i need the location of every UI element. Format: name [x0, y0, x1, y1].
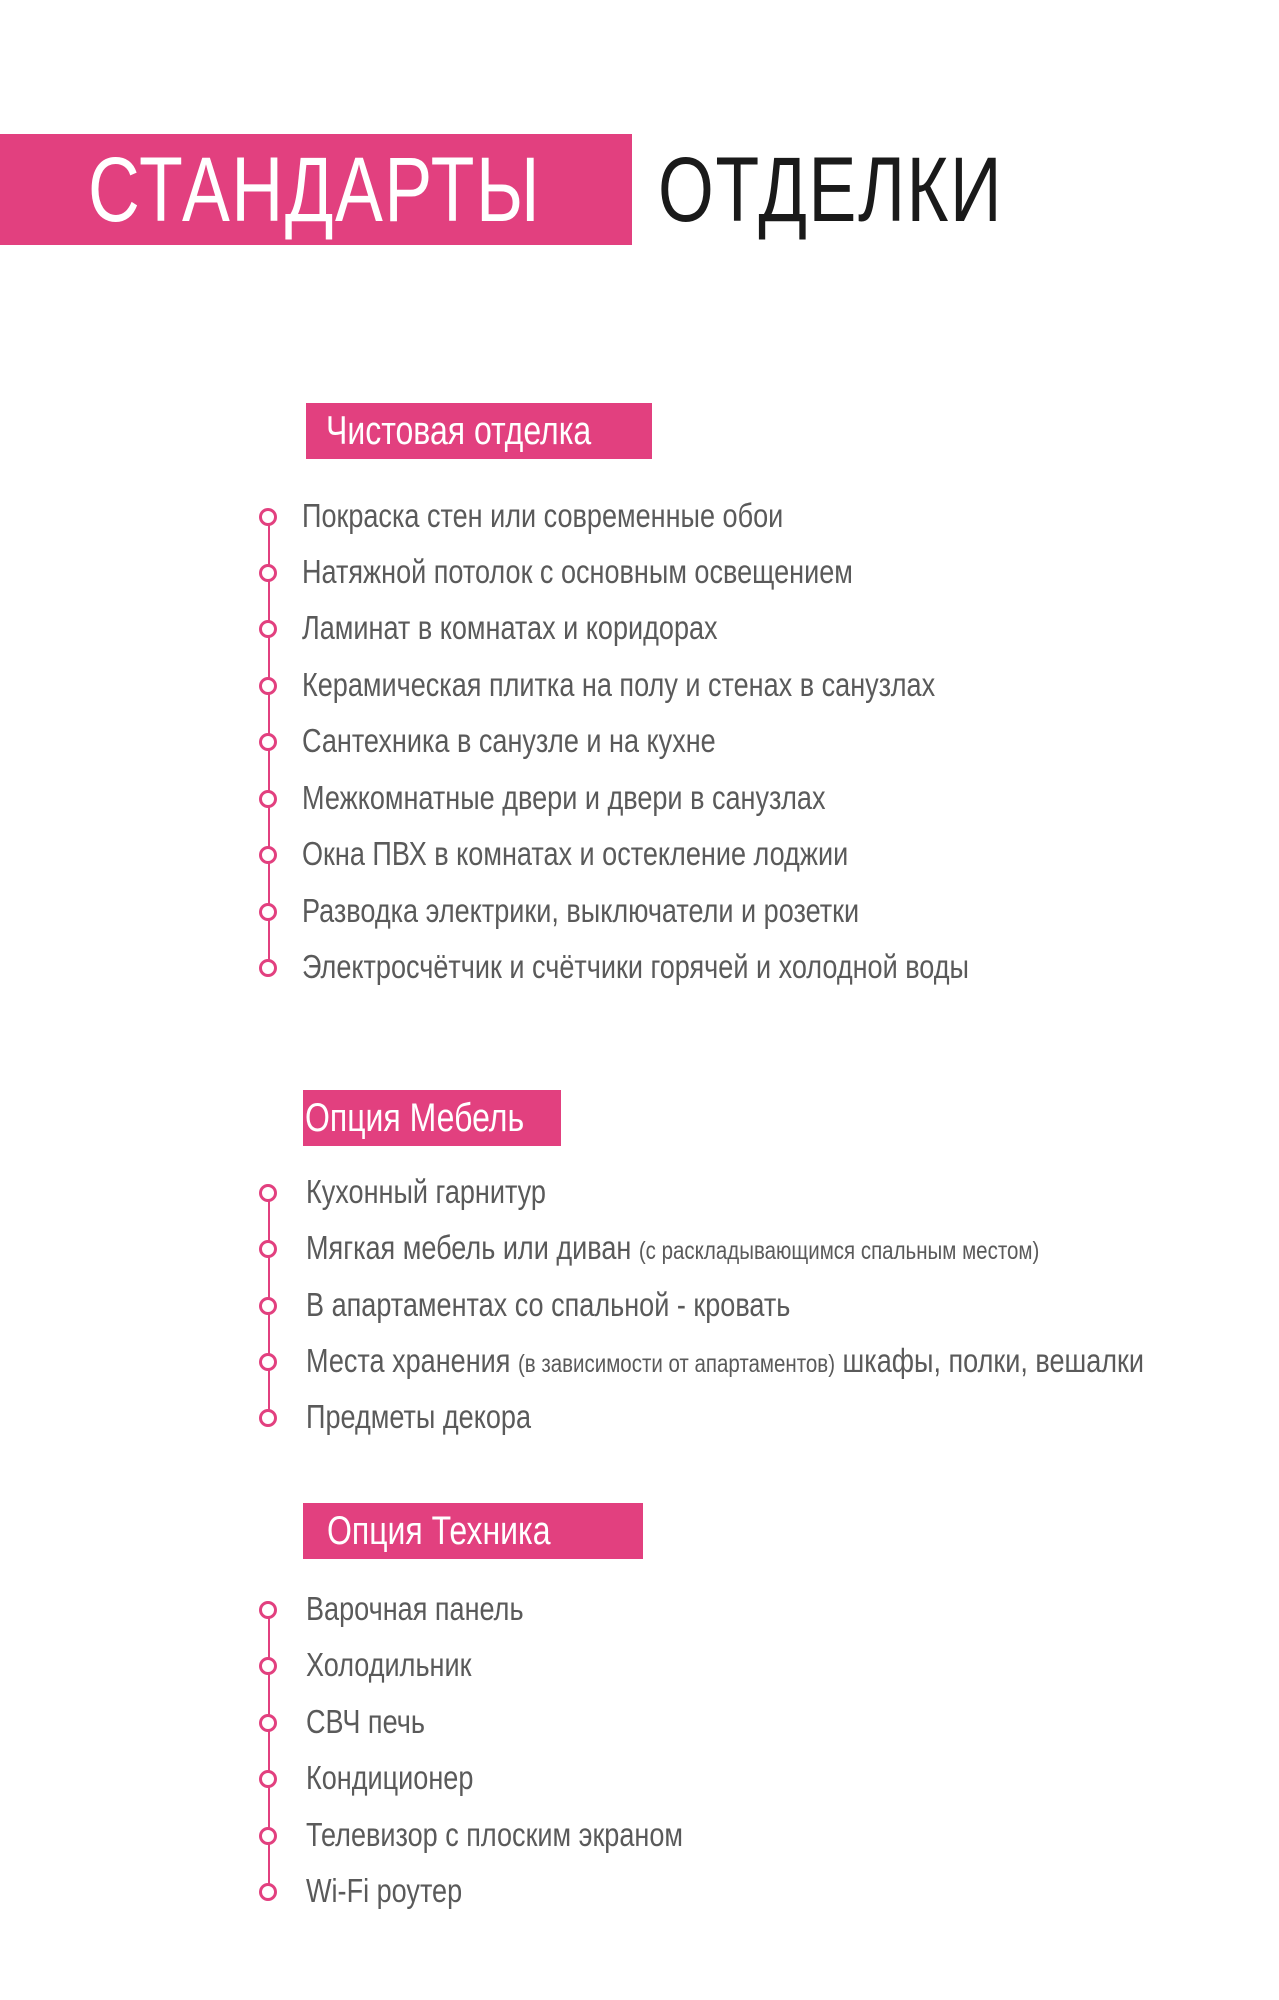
bullet-dot-icon — [259, 846, 277, 864]
list-item-text: Межкомнатные двери и двери в санузлах — [302, 779, 826, 816]
bullet-dot-icon — [259, 1184, 277, 1202]
list-item — [0, 552, 1279, 592]
section-label-text: Опция Техника — [327, 1509, 551, 1553]
section-label-furniture — [303, 1090, 561, 1146]
list-item-text: Предметы декора — [306, 1398, 532, 1435]
list-item-text: Сантехника в санузле и на кухне — [302, 722, 716, 759]
list-item-text: Варочная панель — [306, 1590, 524, 1627]
list-item-text: Кондиционер — [306, 1759, 474, 1796]
list-item — [0, 1871, 1279, 1911]
list-item-text: Разводка электрики, выключатели и розетки — [302, 892, 860, 929]
bullet-dot-icon — [259, 1240, 277, 1258]
list-item-text: Wi-Fi роутер — [306, 1872, 463, 1909]
section-label-text: Опция Мебель — [305, 1096, 525, 1140]
list-item-text — [306, 1228, 1039, 1268]
list-item-text: Кухонный гарнитур — [306, 1173, 546, 1210]
bullet-dot-icon — [259, 564, 277, 582]
list-item-text: В апартаментах со спальной - кровать — [306, 1286, 791, 1323]
list-item-text: Покраска стен или современные обои — [302, 497, 784, 534]
list-item — [0, 608, 1279, 648]
list-item — [0, 1645, 1279, 1685]
bullet-dot-icon — [259, 1714, 277, 1732]
bullet-dot-icon — [259, 1353, 277, 1371]
bullet-dot-icon — [259, 790, 277, 808]
bullet-dot-icon — [259, 903, 277, 921]
bullet-dot-icon — [259, 508, 277, 526]
list-item-note: (в зависимости от апартаментов) — [517, 1350, 836, 1378]
bullet-dot-icon — [259, 1297, 277, 1315]
list-item-text: СВЧ печь — [306, 1703, 425, 1740]
list-item-text: Керамическая плитка на полу и стенах в санузлах — [302, 666, 936, 703]
list-item — [0, 1702, 1279, 1742]
bullet-dot-icon — [259, 1601, 277, 1619]
section-label-finishing — [306, 403, 652, 459]
bullet-dot-icon — [259, 959, 277, 977]
list-item — [0, 778, 1279, 818]
list-item-note: (с раскладывающимся спальным местом) — [638, 1237, 1040, 1265]
list-item — [0, 891, 1279, 931]
list-item-text — [306, 1341, 1144, 1381]
list-item-main-text: Места хранения — [306, 1342, 518, 1379]
bullet-dot-icon — [259, 1409, 277, 1427]
list-item — [0, 1815, 1279, 1855]
list-item — [0, 1228, 1279, 1268]
bullet-dot-icon — [259, 733, 277, 751]
list-item — [0, 721, 1279, 761]
list-item — [0, 1341, 1279, 1381]
list-item — [0, 1397, 1279, 1437]
bullet-dot-icon — [259, 677, 277, 695]
list-item-text: Электросчётчик и счётчики горячей и холодной воды — [302, 948, 970, 985]
list-item-text: Ламинат в комнатах и коридорах — [302, 609, 718, 646]
page-title-rest: ОТДЕЛКИ — [658, 139, 1004, 241]
bullet-dot-icon — [259, 1770, 277, 1788]
list-item-tail-text: шкафы, полки, вешалки — [835, 1342, 1145, 1379]
list-item — [0, 1589, 1279, 1629]
section-label-appliances — [303, 1503, 643, 1559]
bullet-dot-icon — [259, 1657, 277, 1675]
bullet-dot-icon — [259, 1883, 277, 1901]
list-item — [0, 1758, 1279, 1798]
list-item-text: Холодильник — [306, 1646, 472, 1683]
list-item-text: Телевизор с плоским экраном — [306, 1816, 684, 1853]
list-item — [0, 947, 1279, 987]
list-item-main-text: Мягкая мебель или диван — [306, 1229, 639, 1266]
list-item-text: Окна ПВХ в комнатах и остекление лоджии — [302, 835, 849, 872]
bullet-dot-icon — [259, 1827, 277, 1845]
list-item — [0, 1285, 1279, 1325]
list-item — [0, 665, 1279, 705]
list-item-text: Натяжной потолок с основным освещением — [302, 553, 853, 590]
bullet-dot-icon — [259, 620, 277, 638]
section-label-text: Чистовая отделка — [326, 409, 592, 453]
page-title-highlight: СТАНДАРТЫ — [88, 139, 542, 241]
list-item — [0, 1172, 1279, 1212]
list-item — [0, 496, 1279, 536]
list-item — [0, 834, 1279, 874]
